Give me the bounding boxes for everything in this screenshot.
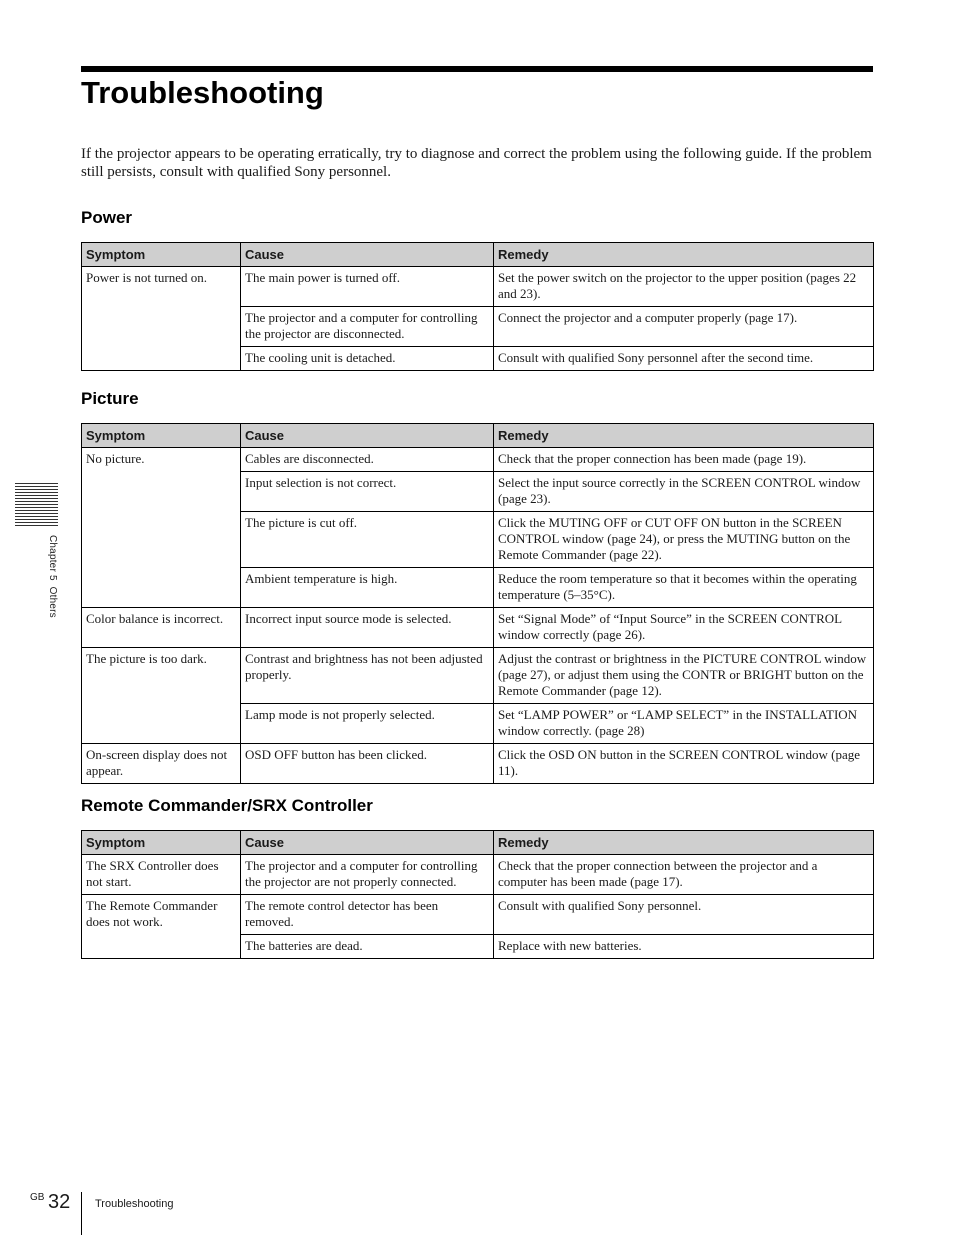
footer-section-label: Troubleshooting [95, 1198, 174, 1210]
chapter-tab-stripes [15, 483, 58, 527]
cause-cell: The picture is cut off. [241, 512, 494, 568]
chapter-tab-label: Chapter 5 Others [47, 535, 58, 618]
header-remedy: Remedy [494, 424, 874, 448]
cause-cell: The projector and a computer for controlling the projector are disconnected. [241, 307, 494, 347]
header-cause: Cause [241, 831, 494, 855]
cause-cell: Incorrect input source mode is selected. [241, 608, 494, 648]
footer-region-code: GB [30, 1192, 45, 1203]
header-cause: Cause [241, 243, 494, 267]
symptom-cell: The picture is too dark. [82, 648, 241, 744]
cause-cell: The cooling unit is detached. [241, 347, 494, 371]
symptom-cell: Color balance is incorrect. [82, 608, 241, 648]
section-heading-power: Power [81, 208, 133, 227]
symptom-cell: The Remote Commander does not work. [82, 895, 241, 959]
picture-table [81, 423, 874, 784]
cause-cell: The remote control detector has been removed. [241, 895, 494, 935]
remedy-cell: Consult with qualified Sony personnel. [494, 895, 874, 935]
section-heading-picture: Picture [81, 389, 139, 408]
table-header-row [82, 831, 874, 855]
table-row [82, 895, 874, 935]
cause-cell: The batteries are dead. [241, 935, 494, 959]
remedy-cell: Select the input source correctly in the SCREEN CONTROL window (page 23). [494, 472, 874, 512]
remedy-cell: Adjust the contrast or brightness in the PICTURE CONTROL window (page 27), or adjust them using the CONTR or BRIGHT button on the Remote Commander (page 12). [494, 648, 874, 704]
symptom-cell: On-screen display does not appear. [82, 744, 241, 784]
footer-divider [81, 1192, 82, 1235]
footer-page-number: 32 [48, 1191, 71, 1213]
remedy-cell: Set “Signal Mode” of “Input Source” in the SCREEN CONTROL window correctly (page 26). [494, 608, 874, 648]
symptom-cell: No picture. [82, 448, 241, 608]
remedy-cell: Reduce the room temperature so that it becomes within the operating temperature (5–35°C). [494, 568, 874, 608]
table-row [82, 744, 874, 784]
table-row [82, 608, 874, 648]
page-title: Troubleshooting [81, 75, 324, 110]
remedy-cell: Set the power switch on the projector to the upper position (pages 22 and 23). [494, 267, 874, 307]
cause-cell: Ambient temperature is high. [241, 568, 494, 608]
section-heading-remote: Remote Commander/SRX Controller [81, 796, 373, 815]
remedy-cell: Click the OSD ON button in the SCREEN CONTROL window (page 11). [494, 744, 874, 784]
remedy-cell: Check that the proper connection between the projector and a computer has been made (page 17). [494, 855, 874, 895]
table-header-row [82, 243, 874, 267]
table-row [82, 448, 874, 472]
remedy-cell: Check that the proper connection has been made (page 19). [494, 448, 874, 472]
cause-cell: Contrast and brightness has not been adjusted properly. [241, 648, 494, 704]
header-symptom: Symptom [82, 424, 241, 448]
symptom-cell: Power is not turned on. [82, 267, 241, 371]
header-remedy: Remedy [494, 243, 874, 267]
cause-cell: OSD OFF button has been clicked. [241, 744, 494, 784]
power-table [81, 242, 874, 371]
table-row [82, 648, 874, 704]
remedy-cell: Replace with new batteries. [494, 935, 874, 959]
cause-cell: The main power is turned off. [241, 267, 494, 307]
table-row [82, 267, 874, 307]
cause-cell: The projector and a computer for controlling the projector are not properly connected. [241, 855, 494, 895]
cause-cell: Cables are disconnected. [241, 448, 494, 472]
header-remedy: Remedy [494, 831, 874, 855]
remedy-cell: Set “LAMP POWER” or “LAMP SELECT” in the INSTALLATION window correctly. (page 28) [494, 704, 874, 744]
table-header-row [82, 424, 874, 448]
header-cause: Cause [241, 424, 494, 448]
table-row [82, 855, 874, 895]
intro-paragraph: If the projector appears to be operating erratically, try to diagnose and correct the problem using the following guide. If the problem still persists, consult with qualified Sony personnel. [81, 146, 872, 180]
remedy-cell: Consult with qualified Sony personnel after the second time. [494, 347, 874, 371]
remedy-cell: Click the MUTING OFF or CUT OFF ON button in the SCREEN CONTROL window (page 24), or press the MUTING button on the Remote Commander (page 22). [494, 512, 874, 568]
symptom-cell: The SRX Controller does not start. [82, 855, 241, 895]
header-symptom: Symptom [82, 243, 241, 267]
cause-cell: Input selection is not correct. [241, 472, 494, 512]
header-symptom: Symptom [82, 831, 241, 855]
remote-table [81, 830, 874, 959]
cause-cell: Lamp mode is not properly selected. [241, 704, 494, 744]
remedy-cell: Connect the projector and a computer properly (page 17). [494, 307, 874, 347]
